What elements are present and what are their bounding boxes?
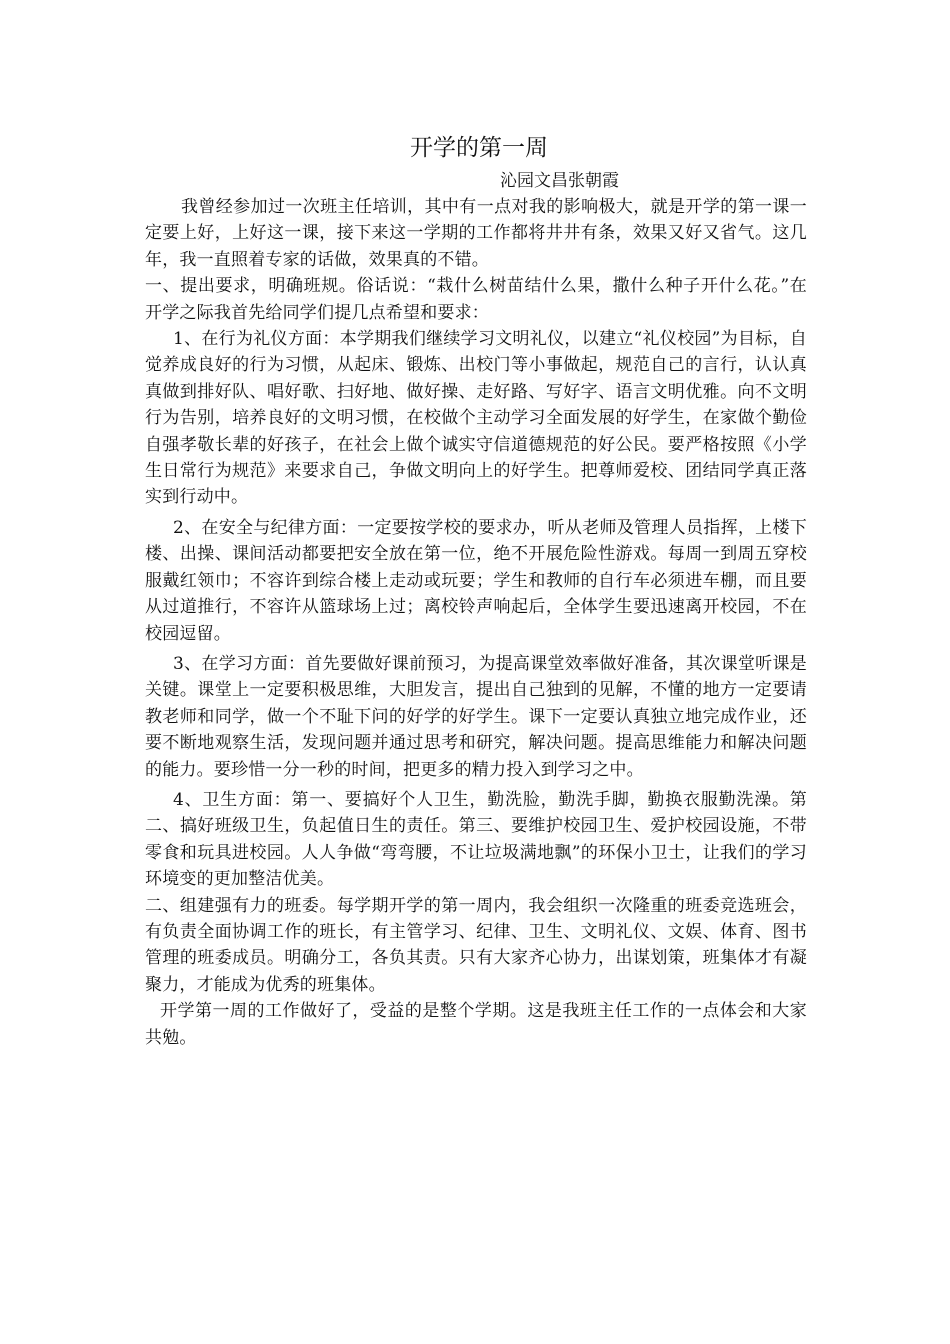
intro-paragraph: 我曾经参加过一次班主任培训，其中有一点对我的影响极大，就是开学的第一课一定要上好，上好这一课，接下来这一学期的工作都将井井有条，效果又好又省气。这几年，我一直照着专家的话做，效果真的不错。: [145, 197, 807, 270]
document-author: 沁园文昌张朝霞: [500, 171, 619, 191]
item-1-paragraph: 1、在行为礼仪方面：本学期我们继续学习文明礼仪，以建立“礼仪校园”为目标，自觉养成良好的行为习惯，从起床、锻炼、出校门等小事做起，规范自己的言行，认认真真做到排好队、唱好歌、扫好地、做好操、走好路、写好字、语言文明优雅。向不文明行为告别，培养良好的文明习惯，在校做个主动学习全面发展的好学生，在家做个勤俭自强孝敬长辈的好孩子，在社会上做个诚实守信道德规范的好公民。要严格按照《小学生日常行为规范》来要求自己，争做文明向上的好学生。把尊师爱校、团结同学真正落实到行动中。: [145, 329, 807, 508]
document-page: [145, 130, 807, 1051]
item-4-paragraph: 4、卫生方面：第一、要搞好个人卫生，勤洗脸，勤洗手脚，勤换衣服勤洗澡。第二、搞好班级卫生，负起值日生的责任。第三、要维护校园卫生、爱护校园设施，不带零食和玩具进校园。人人争做“弯弯腰，不让垃圾满地飘”的环保小卫士，让我们的学习环境变的更加整洁优美。: [145, 789, 807, 890]
document-title: 开学的第一周: [410, 135, 548, 161]
section-2-paragraph: 二、组建强有力的班委。每学期开学的第一周内，我会组织一次隆重的班委竞选班会，有负责全面协调工作的班长，有主管学习、纪律、卫生、文明礼仪、文娱、体育、图书管理的班委成员。明确分工，各负其责。只有大家齐心协力，出谋划策，班集体才有凝聚力，才能成为优秀的班集体。: [145, 895, 807, 995]
conclusion-paragraph: 开学第一周的工作做好了，受益的是整个学期。这是我班主任工作的一点体会和大家共勉。: [145, 1001, 807, 1048]
item-2-paragraph: 2、在安全与纪律方面：一定要按学校的要求办，听从老师及管理人员指挥，上楼下楼、出操、课间活动都要把安全放在第一位，绝不开展危险性游戏。每周一到周五穿校服戴红领巾；不容许到综合楼上走动或玩要；学生和教师的自行车必须进车棚，而且要从过道推行，不容许从篮球场上过；离校铃声响起后，全体学生要迅速离开校园，不在校园逗留。: [145, 517, 807, 644]
item-3-paragraph: 3、在学习方面：首先要做好课前预习，为提高课堂效率做好准备，其次课堂听课是关键。课堂上一定要积极思维，大胆发言，提出自己独到的见解，不懂的地方一定要请教老师和同学，做一个不耻下问的好学的好学生。课下一定要认真独立地完成作业，还要不断地观察生活，发现问题并通过思考和研究，解决问题。提高思维能力和解决问题的能力。要珍惜一分一秒的时间，把更多的精力投入到学习之中。: [145, 653, 807, 780]
section-1-heading: 一、提出要求，明确班规。俗话说：“栽什么树苗结什么果，撒什么种子开什么花。”在开学之际我首先给同学们提几点希望和要求：: [145, 276, 807, 323]
